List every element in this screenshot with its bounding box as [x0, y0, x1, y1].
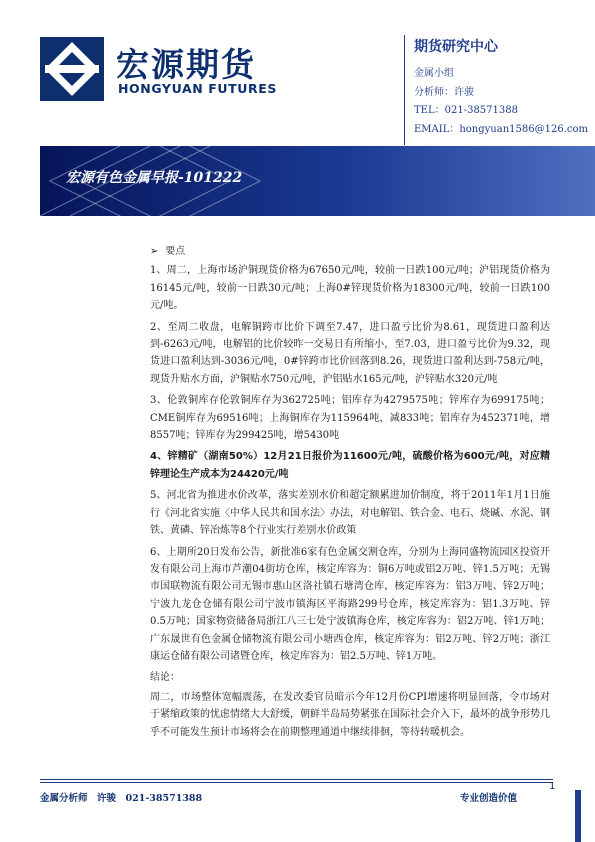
footer-accent-bar — [575, 790, 581, 842]
contact-tel: TEL：021-38571388 — [414, 105, 518, 116]
diamond-logo-icon — [40, 37, 104, 101]
report-body — [150, 243, 550, 745]
footer-slogan: 专业创造价值 — [460, 793, 518, 804]
point-6: 6、上期所20日发布公告，新批准6家有色金属交割仓库，分别为上海同盛物流园区投资开发有限公司上海市芦潮04街坊仓库，核定库容为：铜6万吨或铝2万吨、锌1.5万吨；无锡市国联物流有限公司无锡市惠山区洛社镇石塘湾仓库，核定库容为：铝3万吨、锌2万吨；宁波九龙仓仓储有限公司宁波市镇海区平海路299号仓库，核定库容为：铝1.3万吨、锌0.5万吨；国家物资储备局浙江八三七处宁波镇海仓库，核定库容为：铝2万吨、锌1万吨；广东晟世有色金属仓储物流有限公司小塘西仓库，核定库容为：铝2万吨、锌2万吨；浙江康运仓储有限公司诸暨仓库，核定库容为：铝2.5万吨、锌1万吨。 — [150, 546, 550, 662]
point-2: 2、至周二收盘，电解铜跨市比价下调至7.47，进口盈亏比价为8.61，现货进口盈利达到-6263元/吨，电解铝的比价较昨一交易日有所缩小，至7.03，进口盈亏比价为9.32，现货进口盈利达到-3036元/吨，0#锌跨市比价回落到8.26，现货进口盈利达到-758元/吨，现货升贴水方面，沪铜贴水750元/吨，沪铝贴水165元/吨，沪锌贴水320元/吨 — [150, 321, 550, 385]
point-1: 1、周二，上海市场沪铜现货价格为67650元/吨，较前一日跌100元/吨；沪铝现货价格为16145元/吨，较前一日跌30元/吨；上海0#锌现货价格为18300元/吨，较前一日跌100元/吨。 — [150, 265, 550, 312]
contact-email[interactable]: EMAIL：hongyuan1586@126.com — [414, 123, 588, 135]
brand-name-en: HONGYUAN FUTURES — [118, 81, 277, 96]
report-title: 宏源有色金属早报-101222 — [66, 170, 243, 186]
conclusion-heading: 结论： — [150, 672, 180, 684]
research-center-title: 期货研究中心 — [414, 39, 498, 55]
brand-name-cn: 宏源期货 — [116, 45, 256, 84]
point-3: 3、伦敦铜库存伦敦铜库存为362725吨；铝库存为4279575吨；锌库存为699175吨；CME铜库存为69516吨；上海铜库存为115964吨，减833吨；铝库存为452371吨，增8557吨；锌库存为299425吨，增5430吨 — [150, 395, 550, 442]
key-points-heading — [150, 243, 550, 260]
header-divider — [404, 35, 405, 145]
footer-analyst: 金属分析师 许骏 021-38571388 — [40, 793, 203, 804]
conclusion-text: 周二，市场整体宽幅震荡，在发改委官员暗示今年12月份CPI增速将明显回落，令市场对于紧缩政策的忧虑情绪大大舒缓，朝鲜半岛局势紧张在国际社会介入下，最坏的战争形势几乎不可能发生预计市场将会在前期整理通道中继续徘徊，等待转暖机会。 — [150, 691, 550, 738]
footer-divider-bottom — [40, 782, 553, 783]
point-4: 4、锌精矿（湖南50%）12月21日报价为11600元/吨，硫酸价格为600元/吨，对应精锌理论生产成本为24420元/吨 — [150, 451, 550, 480]
group-name: 金属小组 — [414, 68, 454, 79]
research-center-info — [414, 36, 588, 139]
arrow-bullet-icon: ➢ — [150, 246, 159, 257]
key-points-title: 要点 — [165, 246, 186, 257]
report-banner — [40, 146, 595, 216]
footer-divider-top — [40, 779, 553, 780]
analyst-name: 分析师：许骏 — [414, 86, 474, 98]
point-5: 5、河北省为推进水价改革，落实差别水价和超定额累进加价制度，将于2011年1月1日施行《河北省实施〈中华人民共和国水法〉办法，对电解铝、铁合金、电石、烧碱、水泥、钢铁、黄磷、锌冶炼等8个行业实行差别水价政策 — [150, 490, 550, 537]
page-number: 1 — [549, 781, 556, 792]
